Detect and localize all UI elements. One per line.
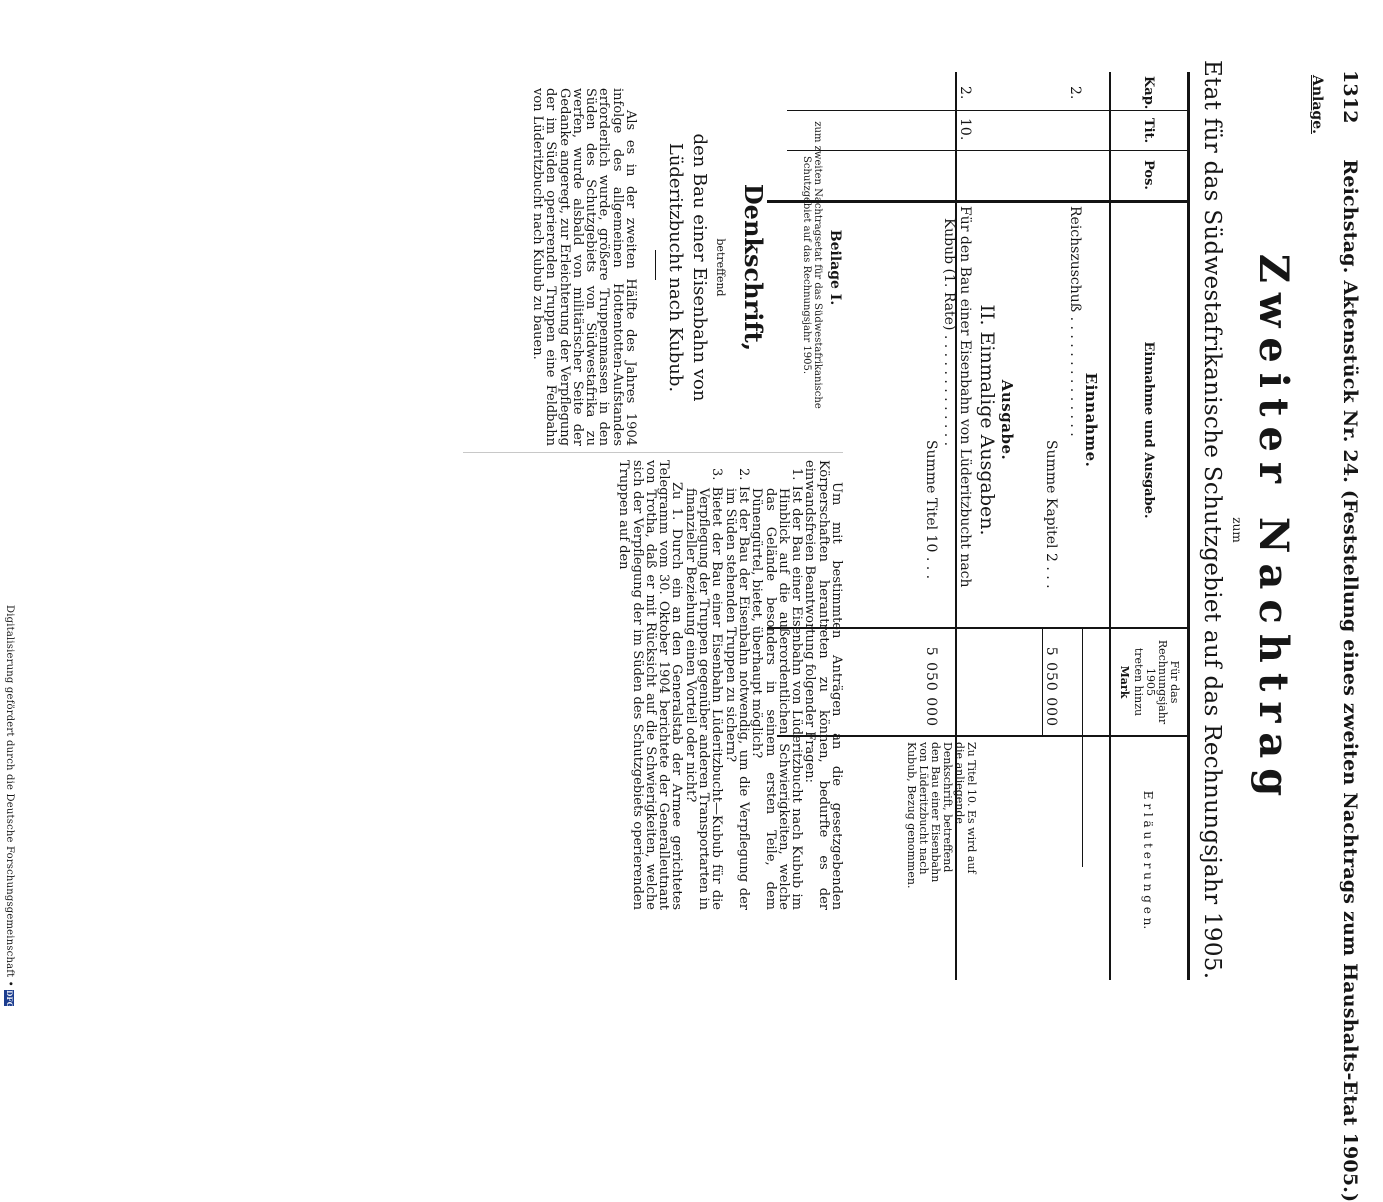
section-einmalige-ausgaben: II. Einmalige Ausgaben. bbox=[976, 304, 998, 536]
betrag-line-2: Rechnungsjahr bbox=[1156, 639, 1169, 725]
running-header bbox=[1339, 70, 1361, 1202]
erlaeuterung-titel-10: Zu Titel 10. Es wird auf die anliegende Denkschrift, betreffend den Bau einer Eisenbahn von Lüderitzbucht nach Kubub, Bezug genommen. bbox=[905, 742, 978, 889]
col-header-erlaeuterungen: E r l ä u t e r u n g e n. bbox=[1141, 790, 1155, 930]
row-einnahme-kap: 2. bbox=[1067, 86, 1083, 100]
row-einnahme-text: Reichszuschuß . . . . . . . . . . . . . . bbox=[1067, 206, 1083, 437]
row-ausgabe-summe: Summe Titel 10 . . . bbox=[923, 440, 939, 580]
betrag-line-4: treten hinzu bbox=[1132, 647, 1145, 717]
title-connector: zum bbox=[1230, 517, 1244, 543]
section-ausgabe: Ausgabe. bbox=[998, 379, 1016, 461]
question-2: 2. Ist der Bau der Eisenbahn notwendig, um die Verpflegung der im Süden stehenden Truppen zu sichern? bbox=[722, 468, 751, 910]
col-header-betrag bbox=[1118, 632, 1180, 732]
col-header-tit: Tit. bbox=[1141, 118, 1156, 144]
beilage-note: zum zweiten Nachtragsetat für das Südwestafrikanische Schutzgebiet auf das Rechnungsjahr 1905. bbox=[801, 121, 823, 409]
row-einnahme-amount: 5 050 000 bbox=[1043, 646, 1059, 727]
col-header-pos: Pos. bbox=[1141, 160, 1156, 190]
betrag-line-3: 1905 bbox=[1144, 668, 1157, 696]
dfg-logo: DFG bbox=[5, 990, 15, 1008]
row-einnahme-summe: Summe Kapitel 2 . . . bbox=[1043, 440, 1059, 589]
denkschrift-title: Denkschrift, bbox=[739, 183, 768, 352]
betrag-unit-mark: Mark bbox=[1118, 665, 1131, 699]
section-einnahme: Einnahme. bbox=[1082, 372, 1100, 468]
beilage-title: Beilage I. bbox=[827, 229, 843, 306]
sum-box-rule bbox=[1082, 627, 1083, 867]
col-header-einnahme-ausgabe: Einnahme und Ausgabe. bbox=[1141, 341, 1156, 519]
question-3: 3. Bietet der Bau einer Eisenbahn Lüderitzbucht—Kubub für die Verpflegung der Truppen gegenüber anderen Transportarten in finanzieller Beziehung einen Vorteil oder nicht? bbox=[682, 468, 725, 910]
row-ausgabe-amount: 5 050 000 bbox=[923, 646, 939, 727]
questions-column bbox=[617, 460, 843, 910]
row-ausgabe-text-1: Für den Bau einer Eisenbahn von Lüderitzbucht nach bbox=[957, 206, 973, 588]
questions-intro: Um mit bestimmten Anträgen an die gesetzgebenden Körperschaften herantreten zu können, bedurfte es der einwandsfreien Beantwortung folgender Fragen: bbox=[802, 460, 844, 910]
page-number: 1312 bbox=[1339, 70, 1361, 124]
col-divider-tit bbox=[787, 150, 1187, 151]
denkschrift-paragraph bbox=[531, 88, 637, 446]
row-ausgabe-tit: 10. bbox=[957, 118, 973, 141]
answer-1: Zu 1. Durch ein an den Generalstab der Armee gerichtetes Telegramm vom 30. Oktober 1904 berichtete der Generalleutnant von Trotha, daß er mit Rücksicht auf die Schwierigkeiten, welche sich der Verpflegung der im Süden des Schutzgebiets operierenden Truppen auf den bbox=[616, 460, 685, 910]
anlage-label: Anlage. bbox=[1309, 75, 1325, 135]
question-1: 1. Ist der Bau einer Eisenbahn von Lüderitzbucht nach Kubub im Hinblick auf die außerordentlichen Schwierigkeiten, welche das Gelände besonders in seinem ersten Teile, dem Dünengürtel, bietet, überhaupt möglich? bbox=[749, 468, 805, 910]
betrag-line-1: Für das bbox=[1168, 660, 1181, 704]
digitization-footer bbox=[4, 605, 15, 1006]
header-text: Reichstag. Aktenstück Nr. 24. (Feststellung eines zweiten Nachtrags zum Haushalts-Etat 1905.) bbox=[1339, 159, 1361, 1202]
page-subtitle: Etat für das Südwestafrikanische Schutzgebiet auf das Rechnungsjahr 1905. bbox=[1199, 60, 1225, 980]
denkschrift-subject: den Bau einer Eisenbahn von Lüderitzbucht nach Kubub. bbox=[665, 133, 710, 402]
column-divider bbox=[463, 452, 843, 453]
header-bottom-rule bbox=[1109, 72, 1111, 980]
col-header-kap: Kap. bbox=[1141, 76, 1156, 110]
row-ausgabe-text-2: Kubub (1. Rate) . . . . . . . . . . . . . bbox=[941, 218, 957, 447]
betreffend-label: betreffend bbox=[714, 238, 727, 297]
col-divider-kap bbox=[787, 110, 1187, 111]
row-ausgabe-kap: 2. bbox=[957, 86, 973, 100]
page-title: Zweiter Nachtrag bbox=[1250, 253, 1297, 807]
paragraph-intro: Als es in der zweiten Hälfte des Jahres 1904 infolge des allgemeinen Hottentotten-Aufstandes erforderlich wurde, größere Truppenmassen in den Süden des Schutzgebiets von Südwestafrika zu werfen, wurde alsbald von militärischer Seite der Gedanke angeregt, zur Erleichterung der Verpflegung der im Süden operierenden Truppen eine Feldbahn von Lüderitzbucht nach Kubub zu bauen. bbox=[529, 88, 638, 446]
table-top-rule bbox=[1187, 72, 1190, 980]
footer-text: Digitalisierung gefördert durch die Deutsche Forschungsgemeinschaft • bbox=[4, 605, 15, 987]
short-divider bbox=[655, 250, 656, 280]
